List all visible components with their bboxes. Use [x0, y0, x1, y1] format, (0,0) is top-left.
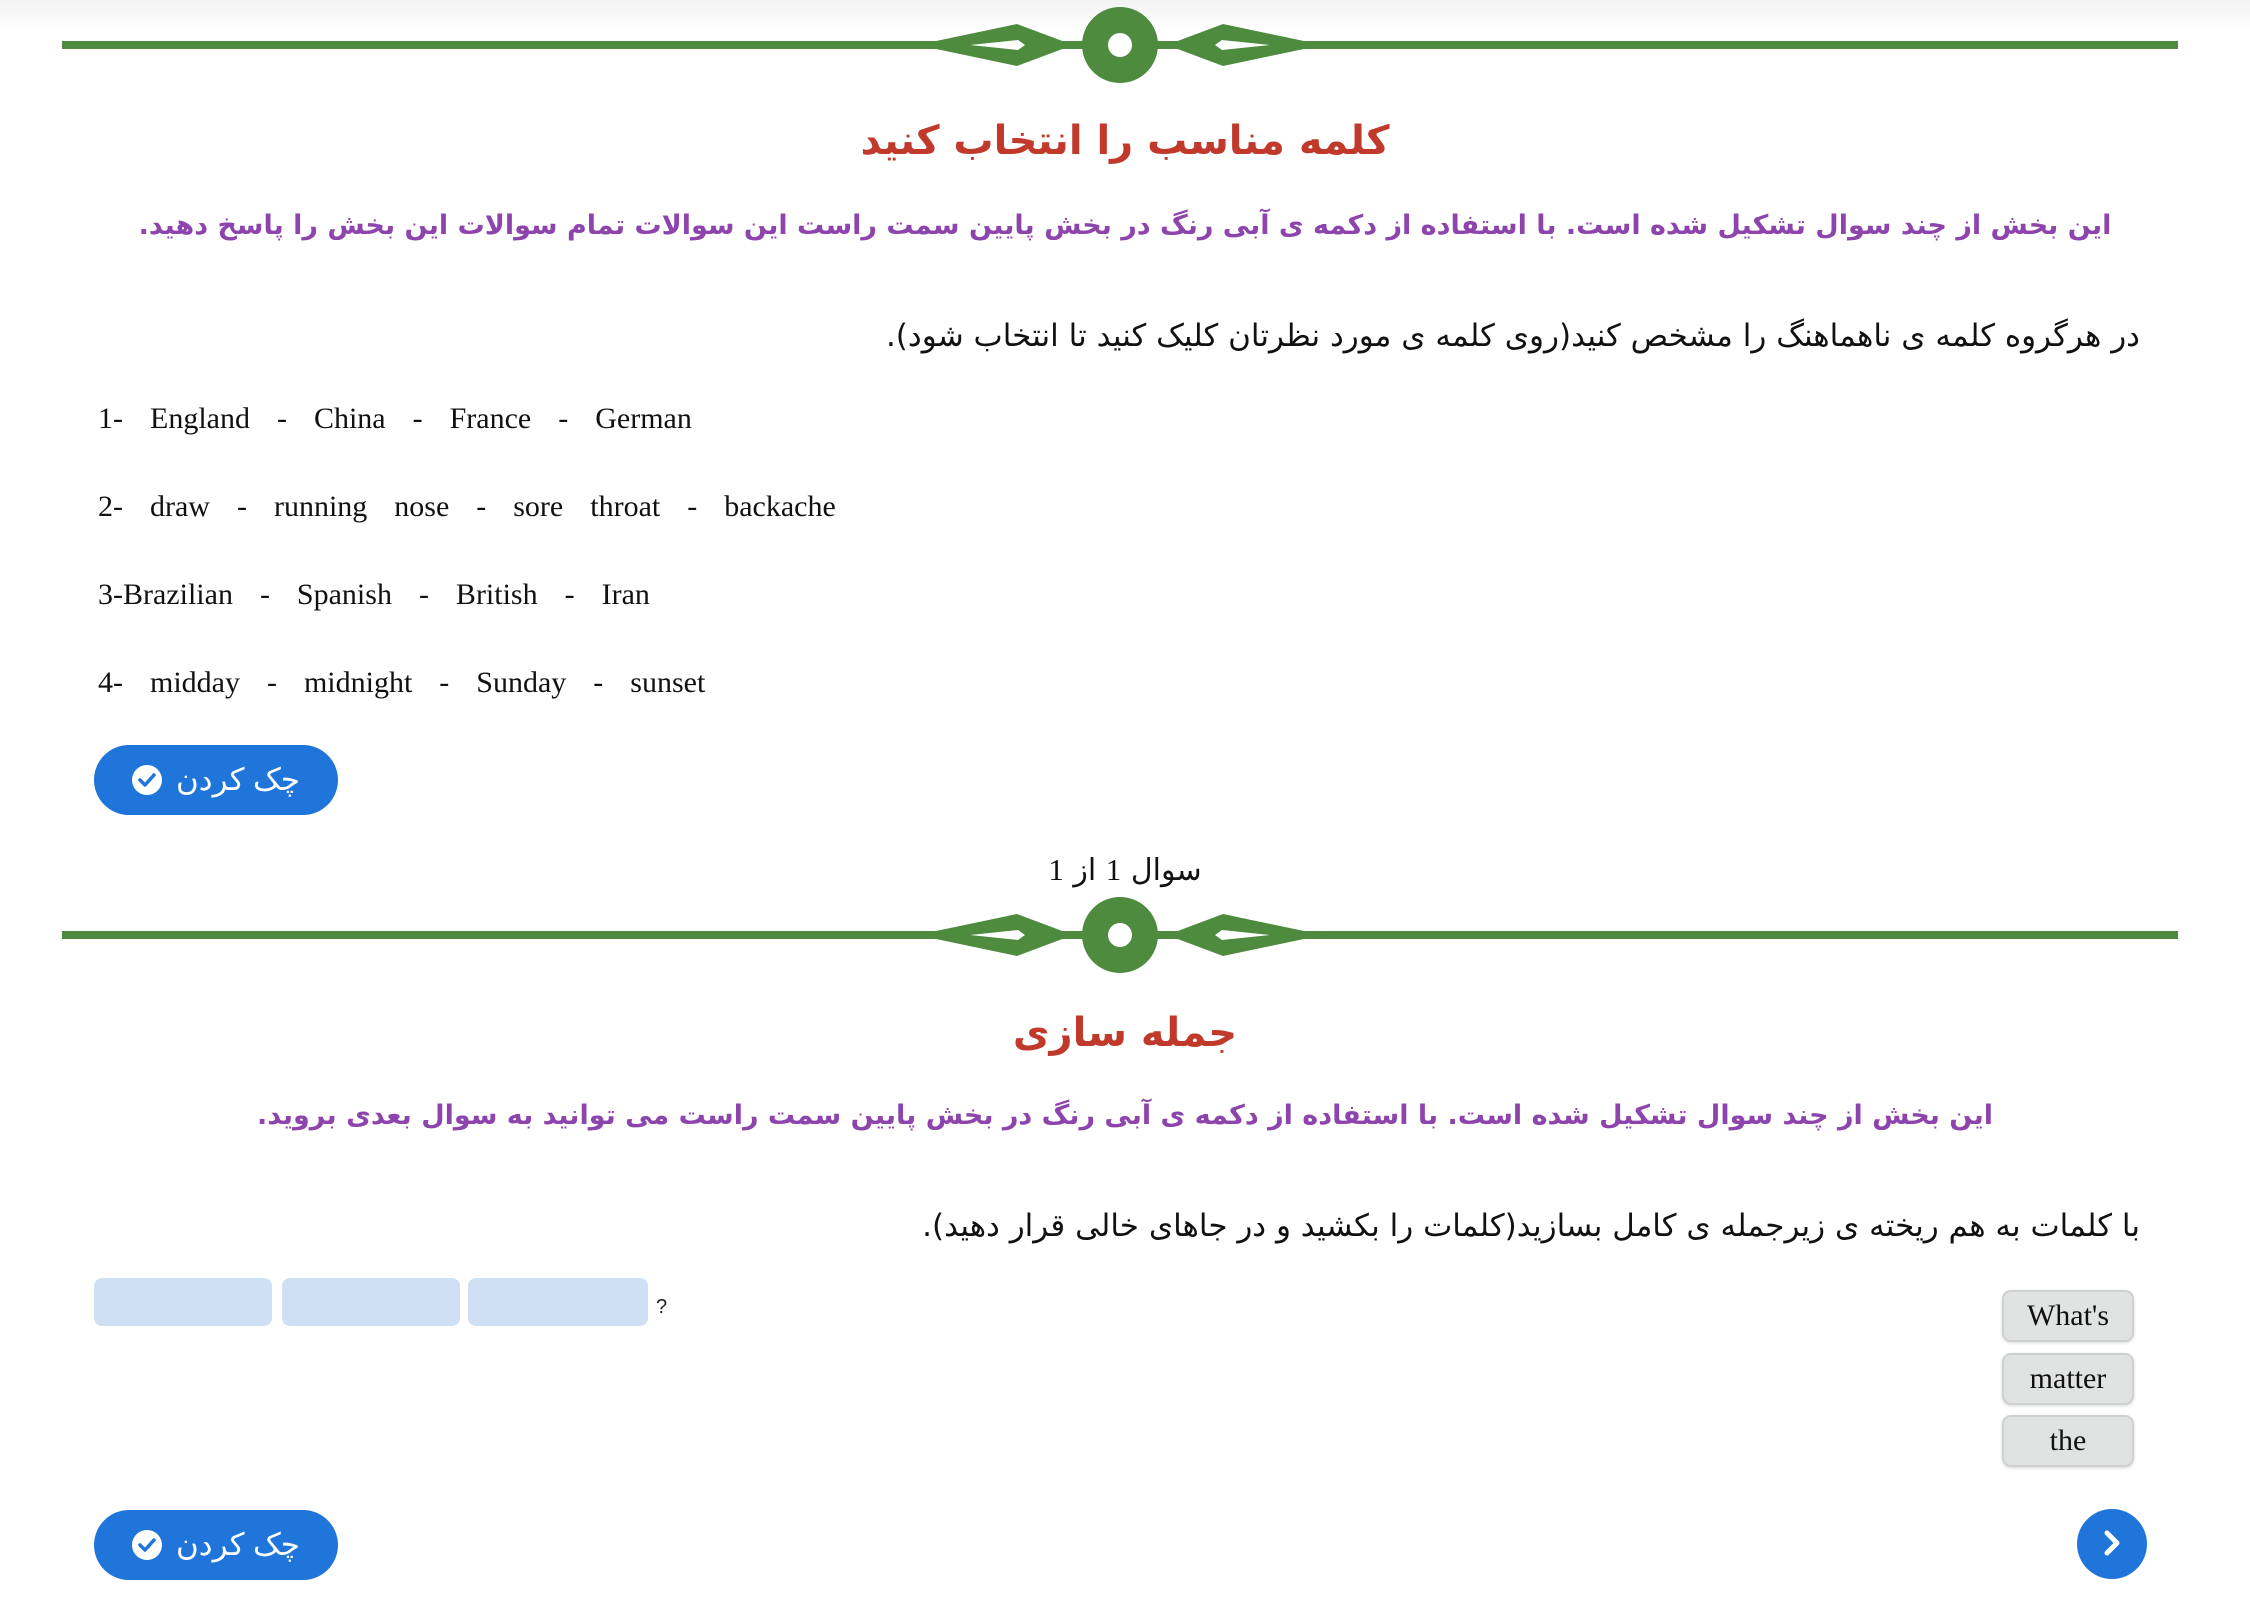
- word-group-2[interactable]: 2- draw - running nose - sore throat - backache: [98, 490, 836, 523]
- ornamental-divider: [0, 890, 2250, 980]
- check-circle-icon: [132, 765, 162, 795]
- check-button[interactable]: [94, 1510, 338, 1580]
- sentence-end-mark: ?: [656, 1296, 668, 1318]
- drop-slot-3[interactable]: [468, 1278, 648, 1326]
- section-title: جمله سازی: [1012, 1010, 1238, 1056]
- ornamental-divider: [0, 0, 2250, 90]
- check-button-label: چک کردن: [176, 762, 300, 797]
- section-subtitle: این بخش از چند سوال تشکیل شده است. با استفاده از دکمه ی آبی رنگ در بخش پایین سمت راست این سوالات تمام سوالات این بخش را پاسخ دهید.: [138, 210, 2112, 241]
- check-button-label: چک کردن: [176, 1527, 300, 1562]
- check-button[interactable]: [94, 745, 338, 815]
- question-counter: [0, 852, 2250, 888]
- drop-slot-1[interactable]: [94, 1278, 272, 1326]
- next-question-button[interactable]: [2077, 1509, 2147, 1579]
- chevron-right-icon: [2101, 1529, 2123, 1560]
- counter-current: 1: [1105, 852, 1122, 887]
- question-instruction: با کلمات به هم ریخته ی زیرجمله ی کامل بسازید(کلمات را بکشید و در جاهای خالی قرار دهید).: [922, 1208, 2140, 1244]
- check-circle-icon: [132, 1530, 162, 1560]
- word-tile[interactable]: matter: [2002, 1353, 2134, 1405]
- section-subtitle: این بخش از چند سوال تشکیل شده است. با استفاده از دکمه ی آبی رنگ در بخش پایین سمت راست می توانید به سوال بعدی بروید.: [256, 1100, 1993, 1131]
- counter-total: 1: [1048, 852, 1064, 887]
- word-group-1[interactable]: 1- England - China - France - German: [98, 402, 692, 435]
- word-group-4[interactable]: 4- midday - midnight - Sunday - sunset: [98, 666, 706, 699]
- word-tile[interactable]: What's: [2002, 1290, 2134, 1342]
- section-title: کلمه مناسب را انتخاب کنید: [860, 118, 1390, 164]
- word-tile[interactable]: the: [2002, 1415, 2134, 1467]
- counter-sep: از: [1073, 853, 1097, 888]
- counter-prefix: سوال: [1130, 853, 1202, 888]
- word-group-3[interactable]: 3-Brazilian - Spanish - British - Iran: [98, 578, 650, 611]
- question-instruction: در هرگروه کلمه ی ناهماهنگ را مشخص کنید(روی کلمه ی مورد نظرتان کلیک کنید تا انتخاب شود).: [885, 318, 2140, 354]
- drop-slot-2[interactable]: [282, 1278, 460, 1326]
